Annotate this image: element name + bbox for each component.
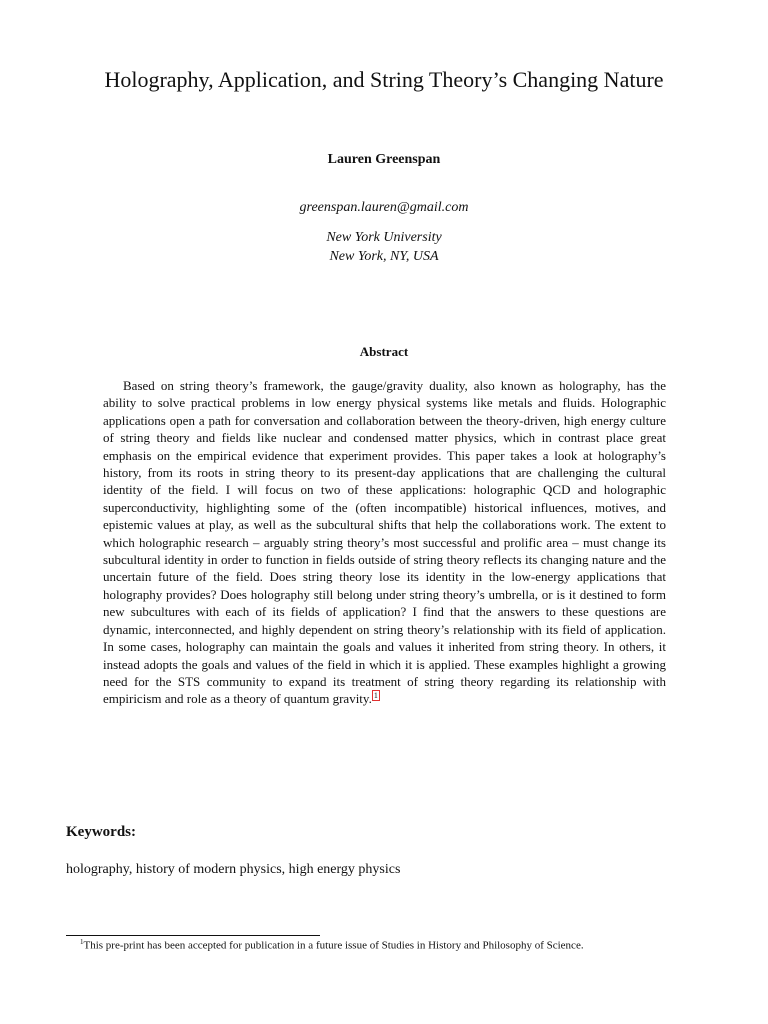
author-affiliation <box>0 228 768 266</box>
keywords-heading: Keywords: <box>66 824 136 840</box>
abstract-body <box>103 377 666 708</box>
abstract-text: Based on string theory’s framework, the gauge/gravity duality, also known as holography, has the ability to solve practical problems in low energy physical systems like metals and fluids. Holographic applications open a path for conversation and collaboration between the theory-driven, high energy culture of string theory and fields like nuclear and condensed matter physics, which in contrast place great emphasis on the empirical evidence that experiment provides. This paper takes a look at holography’s history, from its roots in string theory to its present-day applications that are challenging the cultural identity of the field. I will focus on two of these applications: holographic QCD and holographic superconductivity, highlighting some of the (often incompatible) historical influences, motives, and epistemic values at play, as well as the subcultural shifts that help the collaborations work. The extent to which holographic research – arguably string theory’s most successful and prolific area – must change its subcultural identity in order to function in fields outside of string theory reflects its changing nature and the uncertain future of the field. Does string theory lose its identity in the low-energy applications that holography provides? Does holography still belong under string theory’s umbrella, or is it destined to form new subcultures with each of its fields of application? I find that the answers to these questions are dynamic, interconnected, and highly dependent on string theory’s relationship with its field of application. In some cases, holography can maintain the goals and values it inherited from string theory. In others, it instead adopts the goals and values of the field in which it is applied. These examples highlight a growing need for the STS community to expand its treatment of string theory regarding its relationship with empiricism and role as a theory of quantum gravity. <box>103 378 666 707</box>
affiliation-location: New York, NY, USA <box>329 249 439 264</box>
author-name: Lauren Greenspan <box>327 152 441 167</box>
author-email: greenspan.lauren@gmail.com <box>299 200 469 215</box>
footnote-marker: 1 <box>80 938 84 946</box>
footnote-text: This pre-print has been accepted for publication in a future issue of Studies in History and Philosophy of Science. <box>83 939 584 952</box>
paper-title: Holography, Application, and String Theory’s Changing Nature <box>104 67 664 92</box>
footnote-divider <box>66 935 320 936</box>
footnote <box>80 938 720 952</box>
abstract-heading: Abstract <box>359 344 409 359</box>
footnote-link[interactable]: 1 <box>373 690 378 700</box>
affiliation-institution: New York University <box>326 230 442 245</box>
keywords-list: holography, history of modern physics, high energy physics <box>66 862 401 877</box>
